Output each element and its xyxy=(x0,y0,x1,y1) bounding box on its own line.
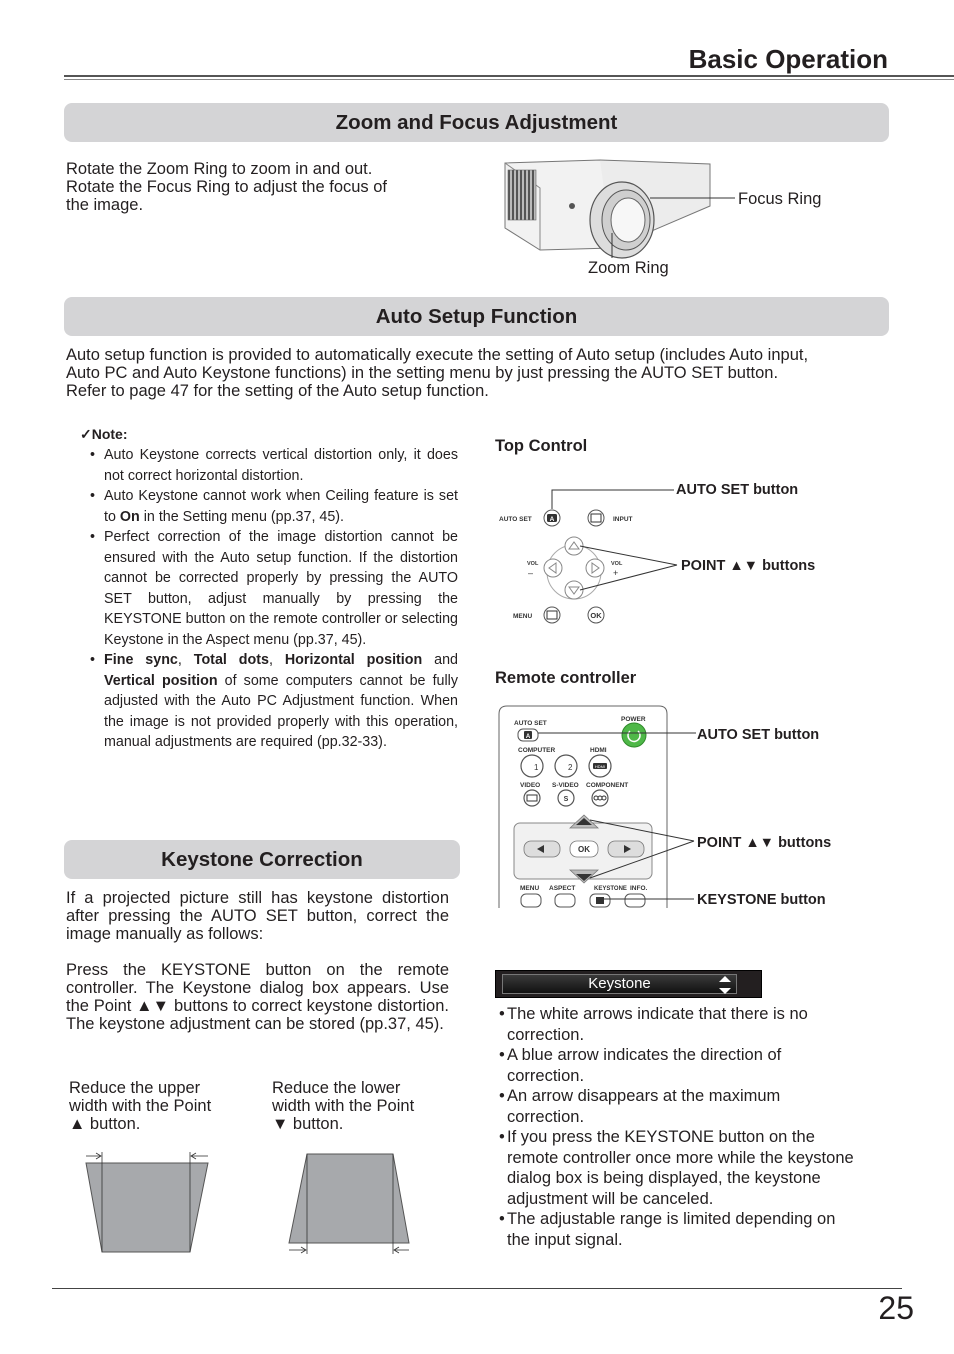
svg-text:+: + xyxy=(613,568,619,578)
zoom-line-1: Rotate the Zoom Ring to zoom in and out. xyxy=(66,160,373,178)
keystone-bullet: • If you press the KEYSTONE button on the remote controller once more while the keystone dialog box is being displayed, the keystone adjustment will be canceled. xyxy=(499,1127,859,1209)
svg-text:AUTO SET: AUTO SET xyxy=(514,720,547,727)
svg-text:A: A xyxy=(549,516,555,523)
keystone-dialog-label: Keystone xyxy=(502,974,737,994)
projector-lens-illustration xyxy=(500,158,860,283)
top-autoset-label: AUTO SET button xyxy=(676,482,799,498)
svg-text:S-VIDEO: S-VIDEO xyxy=(552,782,579,789)
remote-autoset-label: AUTO SET button xyxy=(697,727,820,743)
header-rule xyxy=(64,75,954,77)
keystone-bullet: • An arrow disappears at the maximum correction. xyxy=(499,1086,859,1127)
zoom-line-2: Rotate the Focus Ring to adjust the focus of xyxy=(66,178,388,196)
zoom-focus-text xyxy=(66,160,446,214)
note-heading xyxy=(80,426,458,443)
video-button-icon xyxy=(524,790,540,806)
keystone-para-2: Press the KEYSTONE button on the remote controller. The Keystone dialog box appears. Use the Point ▲▼ buttons to correct keystone distortion. The keystone adjustment can be stored (pp.37, 45). xyxy=(66,961,449,1033)
svg-text:OK: OK xyxy=(590,611,602,620)
computer2-button-icon xyxy=(555,755,577,777)
zoom-focus-heading: Zoom and Focus Adjustment xyxy=(64,103,889,142)
page-title: Basic Operation xyxy=(688,44,888,74)
page-number: 25 xyxy=(878,1290,914,1326)
auto-line-3: Refer to page 47 for the setting of the Auto setup function. xyxy=(66,382,489,400)
footer-rule xyxy=(52,1288,902,1289)
svg-text:INFO.: INFO. xyxy=(630,885,648,892)
note-item: • Auto Keystone corrects vertical distortion only, it does not correct horizontal distortion. xyxy=(90,445,458,486)
auto-line-2: Auto PC and Auto Keystone functions) in the setting menu by just pressing the AUTO SET button. xyxy=(66,364,779,382)
remote-aspect-icon xyxy=(555,894,575,907)
note-title: Note: xyxy=(91,426,128,442)
auto-setup-heading: Auto Setup Function xyxy=(64,297,889,336)
up-down-arrows-icon xyxy=(718,974,732,996)
svg-text:OK: OK xyxy=(578,845,590,854)
svg-text:A: A xyxy=(525,734,531,740)
svg-text:MENU: MENU xyxy=(520,885,540,892)
svg-text:POWER: POWER xyxy=(621,716,646,723)
computer1-button-icon xyxy=(521,755,543,777)
svg-text:AUTO SET: AUTO SET xyxy=(499,516,532,523)
keystone-bullets xyxy=(499,1004,859,1250)
zoom-line-3: the image. xyxy=(66,196,144,214)
keystone-bullet: • The white arrows indicate that there is no correction. xyxy=(499,1004,859,1045)
svg-text:COMPUTER: COMPUTER xyxy=(518,747,556,754)
checkmark-icon: ✓ xyxy=(80,426,92,442)
svg-text:2: 2 xyxy=(568,763,573,772)
upper-caption: Reduce the upper width with the Point ▲ button. xyxy=(69,1079,212,1133)
svg-text:VOL: VOL xyxy=(527,561,539,567)
keystone-para-1: If a projected picture still has keystone distortion after pressing the AUTO SET button, correct the image manually as follows: xyxy=(66,889,449,943)
svg-text:COMPONENT: COMPONENT xyxy=(586,782,629,789)
keystone-bullet: • The adjustable range is limited depending on the input signal. xyxy=(499,1209,859,1250)
note-item: • Perfect correction of the image distortion cannot be ensured with the Auto setup function. If the distortion cannot be corrected properly by pressing the AUTO SET button, adjust manually by pressing the KEYSTONE button on the remote controller or selecting Keystone in the Aspect menu (pp.37, 45). xyxy=(90,527,458,650)
keystone-heading: Keystone Correction xyxy=(64,840,460,879)
remote-point-label: POINT ▲▼ buttons xyxy=(697,835,832,851)
zoom-ring-label: Zoom Ring xyxy=(588,259,669,277)
svg-text:VIDEO: VIDEO xyxy=(520,782,541,789)
remote-keystone-label: KEYSTONE button xyxy=(697,892,826,908)
svg-text:–: – xyxy=(528,568,534,578)
svg-text:KEYSTONE: KEYSTONE xyxy=(594,886,627,892)
svg-text:ASPECT: ASPECT xyxy=(549,885,576,892)
point-right-icon xyxy=(586,559,604,577)
top-point-label: POINT ▲▼ buttons xyxy=(681,558,816,574)
power-button-icon xyxy=(622,723,646,747)
remote-diagram xyxy=(494,700,854,915)
remote-menu-icon xyxy=(521,894,541,907)
remote-title: Remote controller xyxy=(495,669,637,687)
keystone-dialog xyxy=(495,970,762,998)
remote-info-icon xyxy=(625,894,645,907)
auto-setup-text xyxy=(66,346,896,400)
note-item: • Auto Keystone cannot work when Ceiling feature is set to On in the Setting menu (pp.37, 45). xyxy=(90,486,458,527)
svg-text:HDMI: HDMI xyxy=(594,764,606,769)
menu-button-icon xyxy=(544,607,560,623)
lower-caption: Reduce the lower width with the Point ▼ button. xyxy=(272,1079,415,1133)
header-rule-thin xyxy=(64,79,954,80)
lower-keystone-figure xyxy=(285,1148,415,1258)
svg-text:INPUT: INPUT xyxy=(613,516,633,523)
keystone-bullet: • A blue arrow indicates the direction of correction. xyxy=(499,1045,859,1086)
top-control-title: Top Control xyxy=(495,437,588,455)
note-item: • Fine sync, Total dots, Horizontal position and Vertical position of some computers cannot be fully adjusted with the Auto PC Adjustment function. When the image is not provided properly with this operation, manual adjustments are required (pp.32-33). xyxy=(90,650,458,753)
svg-text:MENU: MENU xyxy=(513,613,533,620)
auto-line-1: Auto setup function is provided to automatically execute the setting of Auto setup (includes Auto input, xyxy=(66,346,809,364)
upper-keystone-figure xyxy=(82,1148,212,1258)
svg-text:1: 1 xyxy=(534,763,539,772)
note-block xyxy=(80,426,458,753)
input-button-icon xyxy=(588,510,604,526)
projector-body-icon xyxy=(505,160,710,258)
svg-text:S: S xyxy=(563,796,569,803)
point-left-icon xyxy=(544,559,562,577)
focus-ring-label: Focus Ring xyxy=(738,190,822,208)
svg-text:HDMI: HDMI xyxy=(590,747,607,754)
top-control-diagram xyxy=(494,470,844,630)
svg-text:VOL: VOL xyxy=(611,561,623,567)
